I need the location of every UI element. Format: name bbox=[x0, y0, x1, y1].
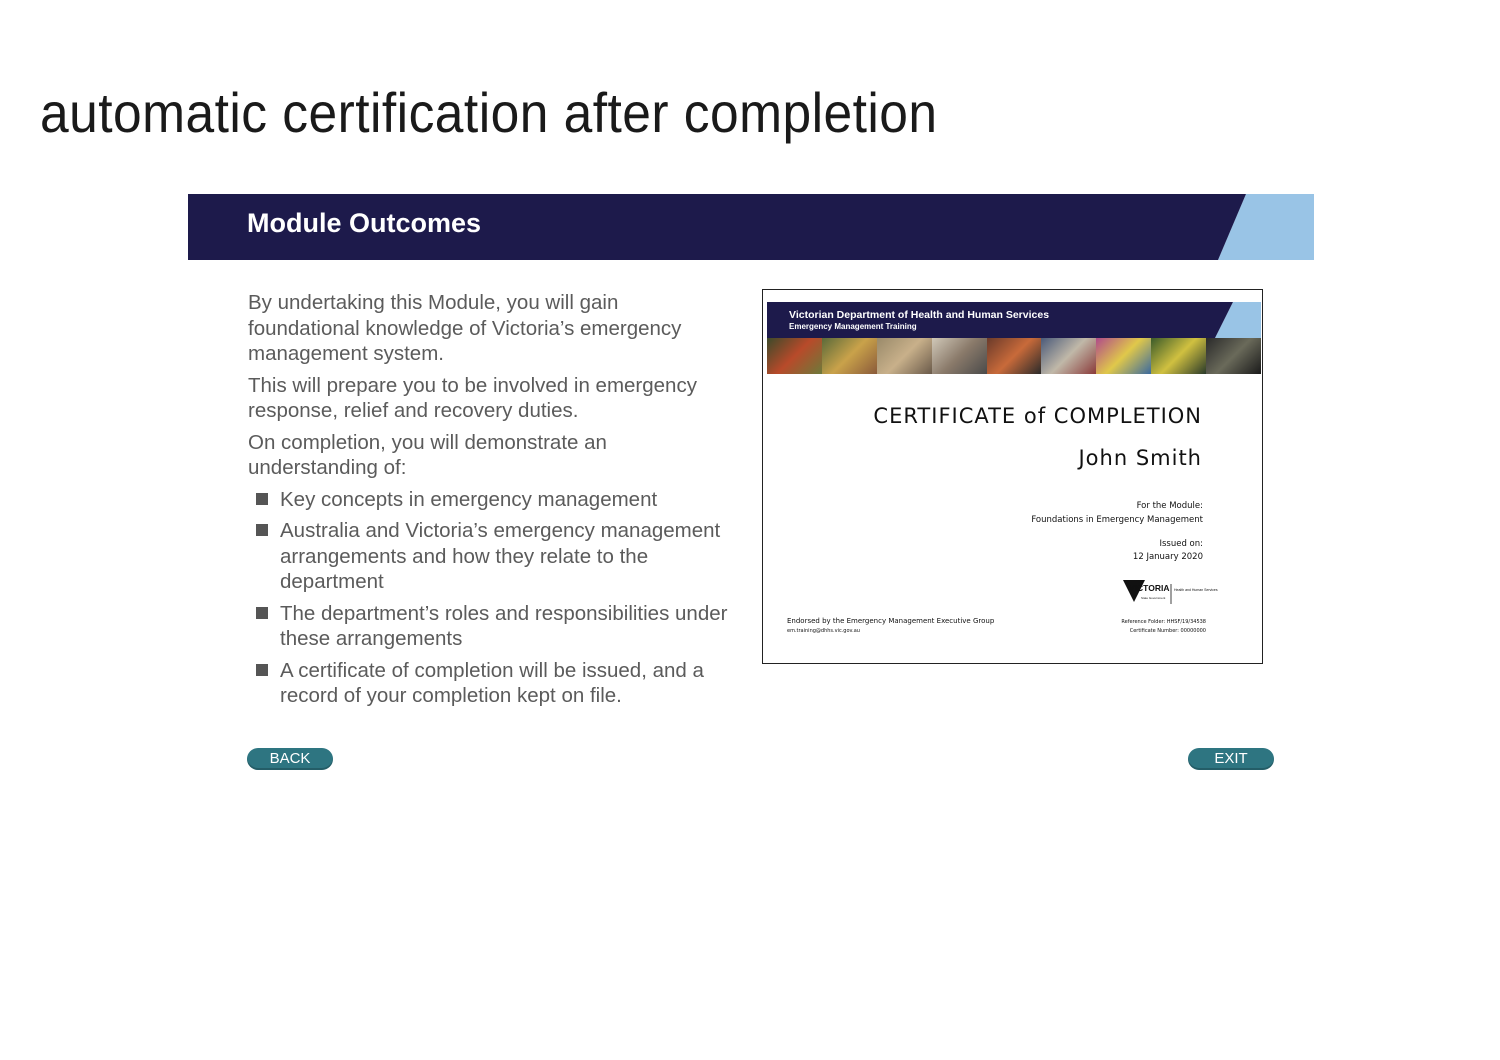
certificate-number: Certificate Number: 00000000 bbox=[1129, 628, 1206, 634]
certificate-preview bbox=[762, 289, 1263, 664]
module-name: Foundations in Emergency Management bbox=[1031, 515, 1203, 525]
photo-fire bbox=[987, 338, 1042, 374]
bullet-square-icon bbox=[256, 493, 268, 505]
list-item-text: A certificate of completion will be issued, and a record of your completion kept on file. bbox=[280, 658, 704, 707]
outcomes-list bbox=[248, 487, 728, 709]
slide-heading: automatic certification after completion bbox=[40, 81, 938, 144]
reference-folder: Reference Folder: HHSF/19/34538 bbox=[1121, 619, 1206, 625]
exit-button[interactable]: EXIT bbox=[1188, 748, 1274, 770]
banner-title: Module Outcomes bbox=[247, 208, 482, 238]
back-button[interactable]: BACK bbox=[247, 748, 333, 770]
issued-date: 12 January 2020 bbox=[1132, 552, 1203, 562]
list-item-text: The department’s roles and responsibilities under these arrangements bbox=[280, 601, 728, 650]
intro-paragraph: By undertaking this Module, you will gain foundational knowledge of Victoria’s emergency management system. bbox=[248, 291, 682, 365]
module-label: For the Module: bbox=[1136, 501, 1203, 511]
bullet-square-icon bbox=[256, 664, 268, 676]
list-item bbox=[248, 601, 728, 652]
endorsed-text: Endorsed by the Emergency Management Executive Group bbox=[787, 617, 995, 625]
photo-community bbox=[1096, 338, 1151, 374]
victoria-logo-icon bbox=[1123, 580, 1218, 608]
photo-damage bbox=[877, 338, 932, 374]
bullet-square-icon bbox=[256, 524, 268, 536]
module-outcomes-text bbox=[248, 290, 728, 715]
logo-text: VICTORIA bbox=[1129, 583, 1170, 593]
certificate-recipient: John Smith bbox=[1078, 446, 1202, 470]
list-item bbox=[248, 658, 728, 709]
photo-volunteers bbox=[822, 338, 877, 374]
list-item-text: Key concepts in emergency management bbox=[280, 487, 658, 511]
photo-flood bbox=[767, 338, 822, 374]
certificate-subtitle: Emergency Management Training bbox=[789, 322, 917, 331]
certificate-title: CERTIFICATE of COMPLETION bbox=[873, 404, 1202, 428]
contact-email: em.training@dhhs.vic.gov.au bbox=[787, 628, 860, 634]
photo-crew bbox=[1151, 338, 1206, 374]
certificate-header bbox=[767, 302, 1261, 338]
list-item bbox=[248, 518, 728, 595]
prepare-paragraph: This will prepare you to be involved in emergency response, relief and recovery duties. bbox=[248, 373, 697, 422]
logo-sub: State Government bbox=[1141, 596, 1166, 600]
list-item bbox=[248, 487, 728, 513]
completion-paragraph: On completion, you will demonstrate an understanding of: bbox=[248, 430, 607, 479]
bullet-square-icon bbox=[256, 607, 268, 619]
list-item-text: Australia and Victoria’s emergency management arrangements and how they relate to the department bbox=[280, 519, 721, 593]
certificate-org: Victorian Department of Health and Human Services bbox=[789, 309, 1050, 321]
photo-strip bbox=[767, 338, 1261, 374]
issued-label: Issued on: bbox=[1159, 539, 1203, 549]
photo-responder bbox=[1041, 338, 1096, 374]
photo-worker bbox=[932, 338, 987, 374]
logo-dept: Health and Human Services bbox=[1174, 588, 1218, 592]
photo-vehicle bbox=[1206, 338, 1261, 374]
module-banner bbox=[188, 194, 1314, 260]
